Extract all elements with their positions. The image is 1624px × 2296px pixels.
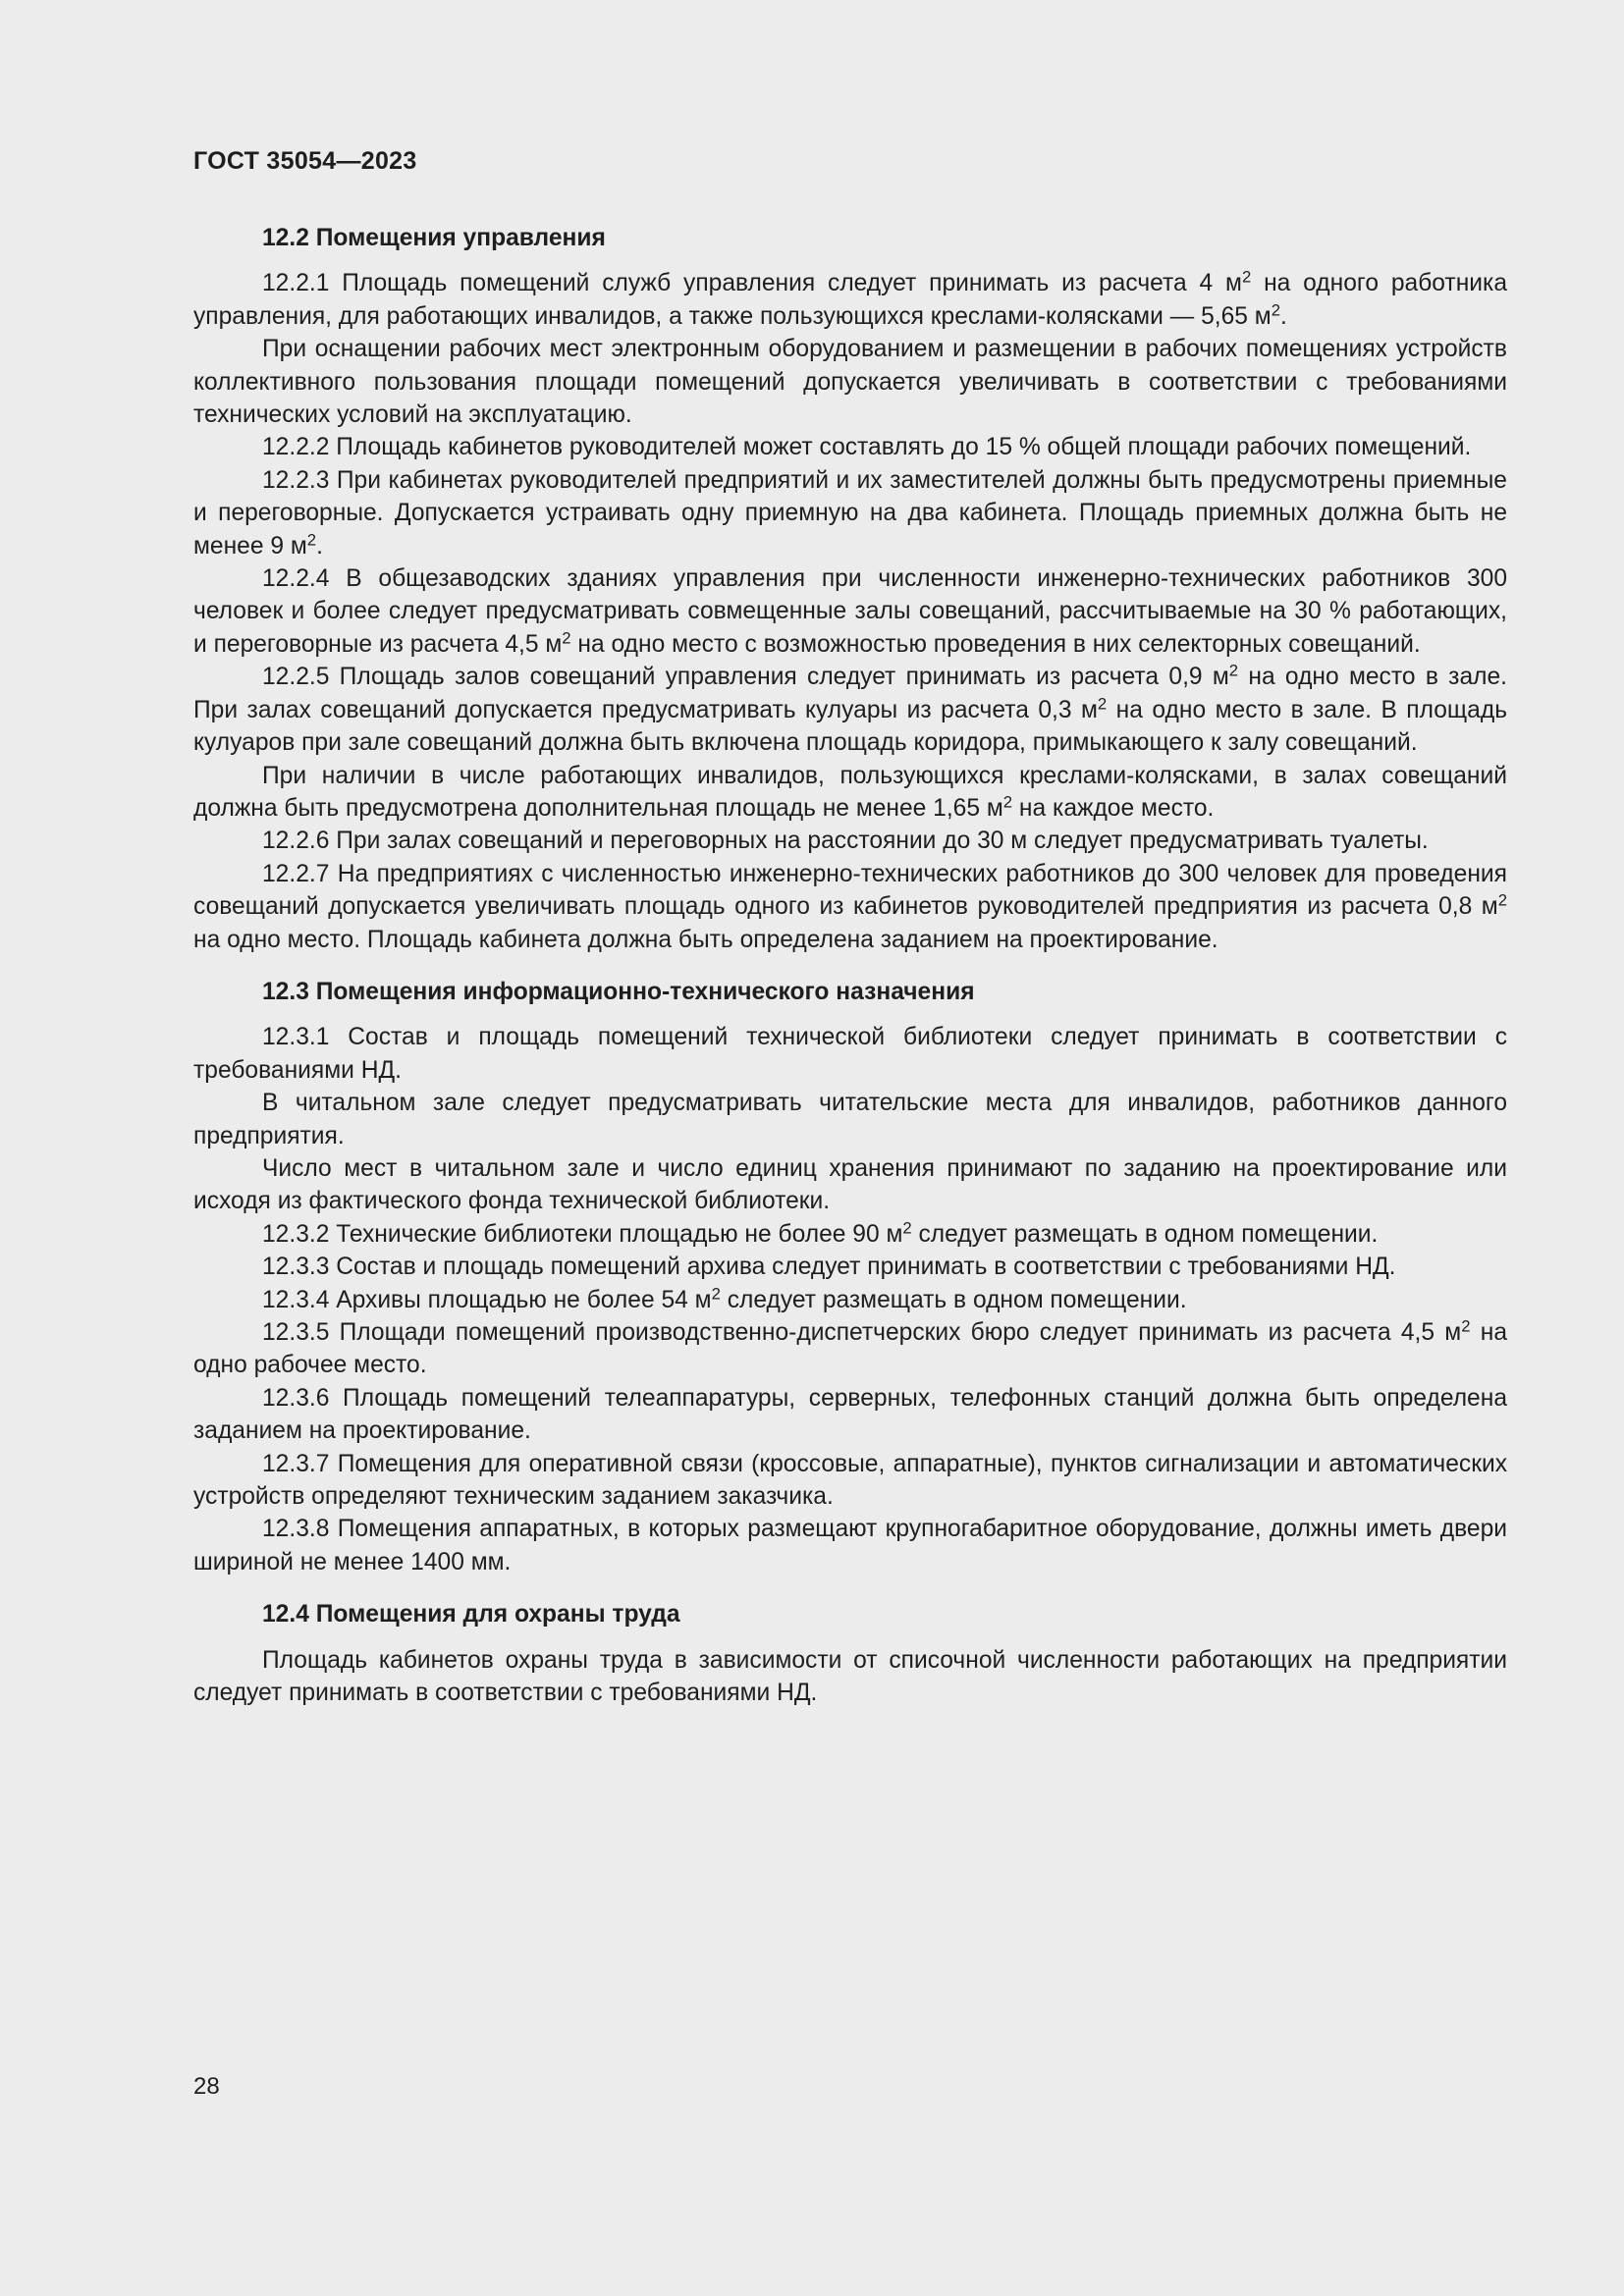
paragraph-12-3-2: 12.3.2 Технические библиотеки площадью не более 90 $м^2$ следует размещать в одном помещении. bbox=[262, 1218, 1379, 1248]
paragraph-12-3-1: 12.3.1 Состав и площадь помещений технической библиотеки следует принимать в соответствии с требованиями НД. bbox=[193, 1024, 1507, 1084]
paragraph: В читальном зале следует предусматривать читательские места для инвалидов, работников данного предприятия. bbox=[193, 1090, 1507, 1149]
paragraph: Площадь кабинетов охраны труда в зависимости от списочной численности работающих на предприятии следует принимать в соответствии с требованиями НД. bbox=[193, 1646, 1507, 1707]
paragraph-12-3-6: 12.3.6 Площадь помещений телеаппаратуры, серверных, телефонных станций должна быть определена заданием на проектирование. bbox=[193, 1384, 1507, 1445]
document-body bbox=[193, 222, 1507, 1709]
paragraph-12-2-5: 12.2.5 Площадь залов совещаний управления следует принимать из расчета 0,9 $м^2$ на одно место в зале. При залах совещаний допускается предусматривать кулуары из расчета 0,3 $м^2$ на одно место в зале. В площадь кулуаров при зале совещаний должна быть включена площадь коридора, примыкающего к залу совещаний. bbox=[193, 661, 1508, 757]
page-number: 28 bbox=[193, 2073, 220, 2100]
paragraph-12-2-1: 12.2.1 Площадь помещений служб управления следует принимать из расчета 4 $м^2$ на одного работника управления, для работающих инвалидов, а также пользующихся креслами-колясками — 5,65 $м^2$. bbox=[193, 268, 1507, 330]
paragraph: При оснащении рабочих мест электронным оборудованием и размещении в рабочих помещениях устройств коллективного пользования площади помещений допускается увеличивать в соответствии с требованиями технических условий на эксплуатацию. bbox=[193, 336, 1507, 429]
section-heading-12-2: 12.2 Помещения управления bbox=[262, 225, 606, 251]
paragraph-12-3-8: 12.3.8 Помещения аппаратных, в которых размещают крупногабаритное оборудование, должны иметь двери шириной не менее 1400 мм. bbox=[193, 1516, 1507, 1575]
document-header: ГОСТ 35054—2023 bbox=[193, 147, 417, 175]
paragraph-12-2-7: 12.2.7 На предприятиях с численностью инженерно-технических работников до 300 человек для проведения совещаний допускается увеличивать площадь одного из кабинетов руководителей предприятия из расчета 0,8 $м^2$ на одно место. Площадь кабинета должна быть определена заданием на проектирование. bbox=[193, 860, 1507, 953]
paragraph-12-2-2: 12.2.2 Площадь кабинетов руководителей может составлять до 15 % общей площади рабочих помещений. bbox=[262, 434, 1472, 461]
paragraph-12-3-7: 12.3.7 Помещения для оперативной связи (кроссовые, аппаратные), пунктов сигнализации и автоматических устройств определяют техническим заданием заказчика. bbox=[193, 1450, 1507, 1511]
paragraph-12-2-6: 12.2.6 При залах совещаний и переговорных на расстоянии до 30 м следует предусматривать туалеты. bbox=[262, 828, 1429, 855]
paragraph: Число мест в читальном зале и число единиц хранения принимают по заданию на проектирование или исходя из фактического фонда технической библиотеки. bbox=[193, 1154, 1507, 1215]
paragraph-12-3-5: 12.3.5 Площади помещений производственно-диспетчерских бюро следует принимать из расчета 4,5 $м^2$ на одно рабочее место. bbox=[193, 1316, 1508, 1379]
section-heading-12-3: 12.3 Помещения информационно-технического назначения bbox=[262, 978, 975, 1005]
section-heading-12-4: 12.4 Помещения для охраны труда bbox=[262, 1601, 680, 1629]
paragraph-12-2-4: 12.2.4 В общезаводских зданиях управления при численности инженерно-технических работников 300 человек и более следует предусматривать совмещенные залы совещаний, рассчитываемые на 30 % работающих, и переговорные из расчета 4,5 $м^2$ на одно место с возможностью проведения в них селекторных совещаний. bbox=[193, 565, 1507, 658]
paragraph-12-2-3: 12.2.3 При кабинетах руководителей предприятий и их заместителей должны быть предусмотрены приемные и переговорные. Допускается устраивать одну приемную на два кабинета. Площадь приемных должна быть не менее 9 $м^2$. bbox=[193, 466, 1507, 560]
paragraph: При наличии в числе работающих инвалидов, пользующихся креслами-колясками, в залах совещаний должна быть предусмотрена дополнительная площадь не менее 1,65 $м^2$ на каждое место. bbox=[193, 762, 1507, 822]
paragraph-12-3-4: 12.3.4 Архивы площадью не более 54 $м^2$ следует размещать в одном помещении. bbox=[262, 1284, 1187, 1313]
paragraph-12-3-3: 12.3.3 Состав и площадь помещений архива следует принимать в соответствии с требованиями НД. bbox=[262, 1254, 1396, 1281]
